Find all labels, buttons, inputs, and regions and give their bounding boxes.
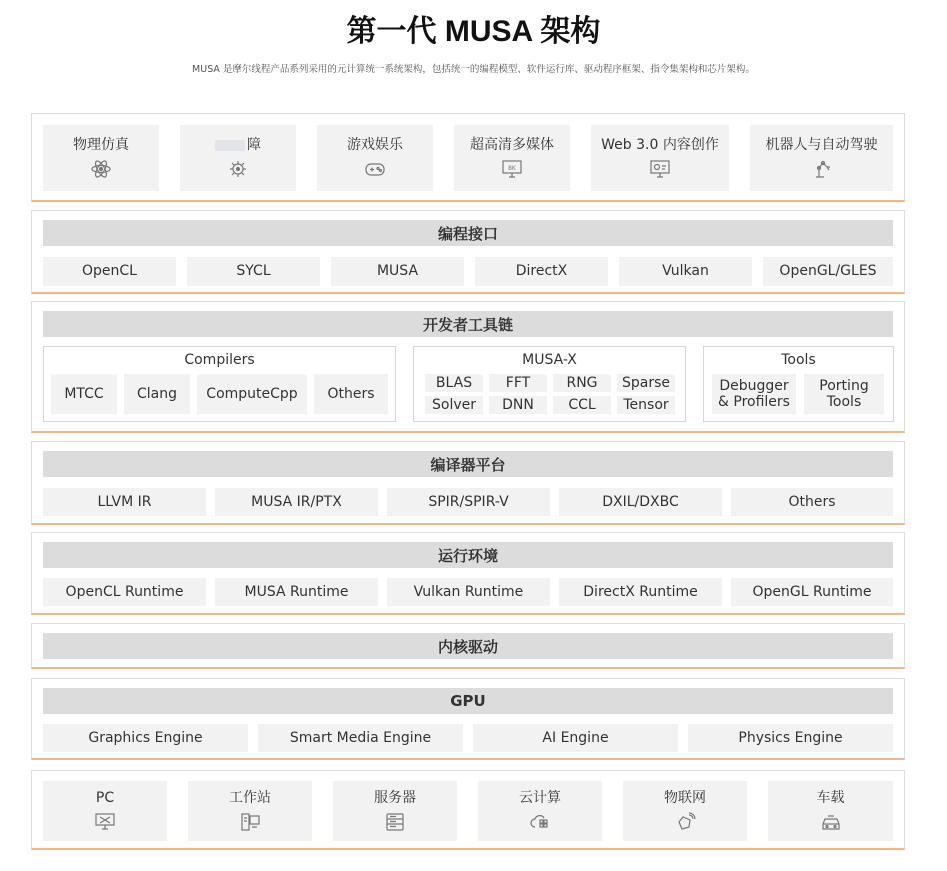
atom-icon [90, 159, 112, 179]
tool-item: Porting Tools [804, 374, 884, 414]
app-uhd-media [454, 125, 570, 191]
group-title: Compilers [184, 352, 255, 368]
runtime-item: OpenGL Runtime [731, 578, 893, 606]
cloud-compute-icon [529, 812, 551, 832]
device-vehicle [768, 781, 893, 841]
compiler-item: Others [314, 374, 388, 414]
app-label: 物理仿真 [73, 137, 129, 154]
car-icon [820, 812, 842, 832]
monitor-icon [649, 159, 671, 179]
app-gaming [317, 125, 433, 191]
compilers-group [43, 346, 396, 422]
library-item: Sparse [617, 374, 675, 392]
app-label: 障 [247, 137, 261, 154]
app-web3-creation [591, 125, 729, 191]
devices-layer [31, 770, 905, 850]
pc-icon [94, 812, 116, 832]
device-cloud [478, 781, 602, 841]
app-label: Web 3.0 内容创作 [601, 137, 719, 154]
library-item: FFT [489, 374, 547, 392]
compiler-platform-layer [31, 441, 905, 525]
device-server [333, 781, 457, 841]
8k-display-icon [501, 159, 523, 179]
compiler-item: ComputeCpp [197, 374, 307, 414]
layer-header: 编译器平台 [43, 451, 893, 477]
layer-header: 内核驱动 [43, 633, 893, 659]
ai-brain-icon [227, 159, 249, 179]
runtime-layer [31, 532, 905, 615]
ir-item: DXIL/DXBC [559, 488, 722, 516]
device-label: 服务器 [374, 790, 416, 807]
app-physics-simulation [43, 125, 159, 191]
api-item: SYCL [187, 257, 320, 286]
app-label: 超高清多媒体 [470, 137, 554, 154]
device-label: 物联网 [664, 790, 706, 807]
gamepad-icon [364, 159, 386, 179]
api-item: DirectX [475, 257, 608, 286]
layer-header: 开发者工具链 [43, 311, 893, 337]
app-label: 游戏娱乐 [347, 137, 403, 154]
library-item: BLAS [425, 374, 483, 392]
svg-text:8K: 8K [508, 164, 516, 172]
workstation-icon [239, 812, 261, 832]
device-label: 云计算 [519, 790, 561, 807]
device-iot [623, 781, 747, 841]
engine-item: AI Engine [473, 724, 678, 752]
runtime-item: MUSA Runtime [215, 578, 378, 606]
musa-x-group [413, 346, 686, 422]
api-item: Vulkan [619, 257, 752, 286]
applications-layer [31, 113, 905, 202]
api-item: OpenCL [43, 257, 176, 286]
compiler-item: MTCC [51, 374, 117, 414]
device-label: PC [95, 790, 115, 807]
layer-header: 编程接口 [43, 220, 893, 246]
runtime-item: DirectX Runtime [559, 578, 722, 606]
gpu-layer [31, 678, 905, 760]
tools-group [703, 346, 894, 422]
runtime-item: Vulkan Runtime [387, 578, 550, 606]
app-label: 机器人与自动驾驶 [765, 137, 878, 154]
layer-header: 运行环境 [43, 542, 893, 568]
layer-header: GPU [43, 688, 893, 714]
device-pc [43, 781, 167, 841]
server-icon [384, 812, 406, 832]
engine-item: Smart Media Engine [258, 724, 463, 752]
engine-item: Physics Engine [688, 724, 893, 752]
app-ai [180, 125, 296, 191]
tool-item: Debugger & Profilers [712, 374, 796, 414]
group-title: Tools [781, 352, 816, 368]
blurred-text-mask [215, 140, 245, 151]
library-item: RNG [553, 374, 611, 392]
library-item: Solver [425, 396, 483, 414]
page-subtitle: MUSA 是摩尔线程产品系列采用的元计算统一系统架构，包括统一的编程模型、软件运行库、驱动程序框架、指令集架构和芯片架构。 [192, 64, 755, 75]
ir-item: SPIR/SPIR-V [387, 488, 550, 516]
robot-arm-icon [811, 159, 833, 179]
library-item: Tensor [617, 396, 675, 414]
page-title: 第一代 MUSA 架构 [346, 15, 601, 48]
api-item: MUSA [331, 257, 464, 286]
developer-toolchain-layer [31, 301, 905, 433]
api-item: OpenGL/GLES [763, 257, 893, 286]
iot-icon [674, 812, 696, 832]
compiler-item: Clang [124, 374, 190, 414]
device-workstation [188, 781, 312, 841]
kernel-driver-layer [31, 623, 905, 669]
library-item: DNN [489, 396, 547, 414]
programming-interface-layer [31, 210, 905, 294]
library-item: CCL [553, 396, 611, 414]
group-title: MUSA-X [522, 352, 577, 368]
ir-item: LLVM IR [43, 488, 206, 516]
runtime-item: OpenCL Runtime [43, 578, 206, 606]
ir-item: Others [731, 488, 893, 516]
device-label: 车载 [816, 790, 845, 807]
ir-item: MUSA IR/PTX [215, 488, 378, 516]
app-robotics [750, 125, 893, 191]
engine-item: Graphics Engine [43, 724, 248, 752]
device-label: 工作站 [229, 790, 271, 807]
